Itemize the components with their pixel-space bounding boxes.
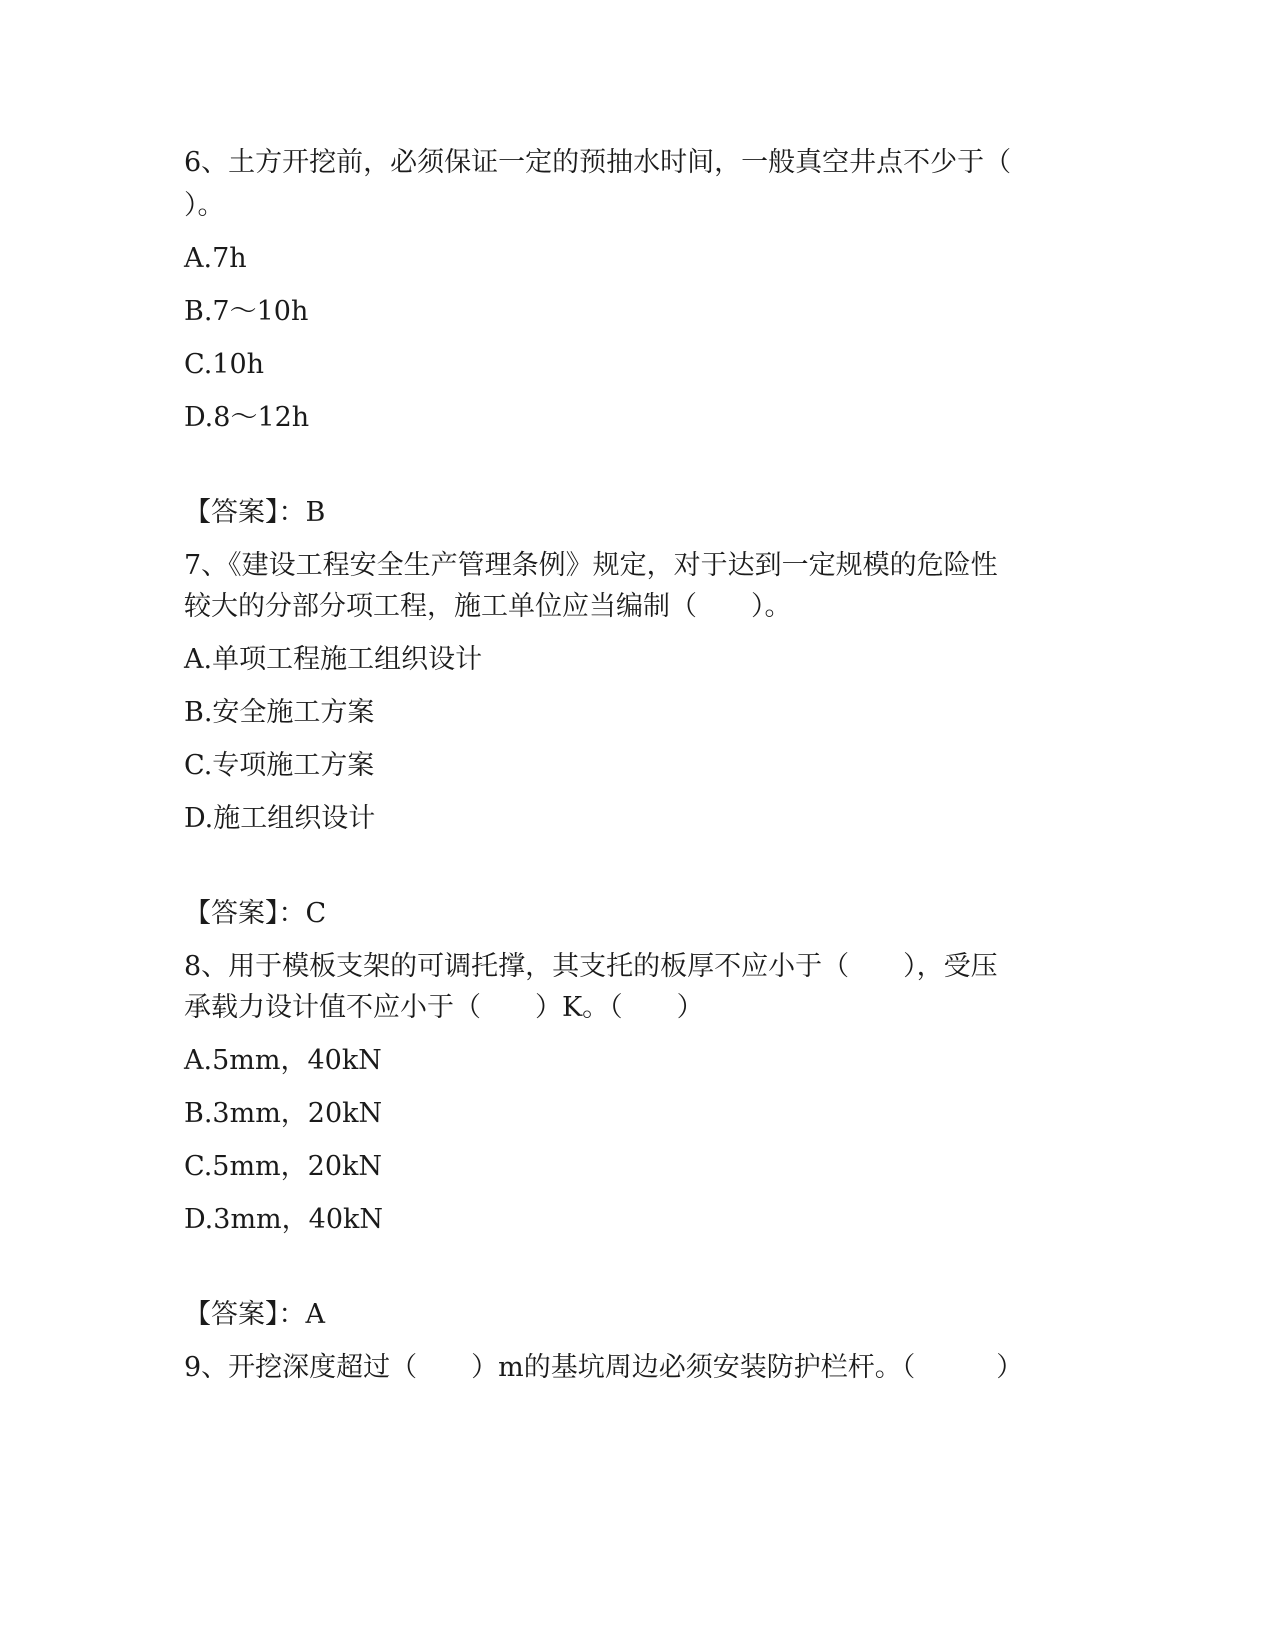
- question-6-stem-line-2: ）。: [184, 190, 225, 221]
- question-8-option-c: C.5mm，20kN: [184, 1151, 383, 1182]
- question-8-stem-line-2: 承载力设计值不应小于（ ）K。（ ）: [184, 992, 704, 1023]
- question-8-answer: 【答案】：A: [184, 1299, 325, 1330]
- question-7-option-c: C.专项施工方案: [184, 750, 375, 781]
- question-7-stem-line-1: 7、《建设工程安全生产管理条例》规定，对于达到一定规模的危险性: [184, 550, 998, 581]
- question-7-stem-line-2: 较大的分部分项工程，施工单位应当编制（ ）。: [184, 591, 792, 622]
- question-6-stem-line-1: 6、土方开挖前，必须保证一定的预抽水时间，一般真空井点不少于（: [184, 147, 1012, 178]
- question-6-option-d: D.8～12h: [184, 402, 310, 433]
- question-8-option-d: D.3mm，40kN: [184, 1204, 383, 1235]
- question-9-stem-line-1: 9、开挖深度超过（ ）m的基坑周边必须安装防护栏杆。（ ）: [184, 1352, 1024, 1383]
- question-6-option-c: C.10h: [184, 349, 265, 380]
- question-7-option-a: A.单项工程施工组织设计: [184, 644, 483, 675]
- question-8-stem-line-1: 8、用于模板支架的可调托撑，其支托的板厚不应小于（ ），受压: [184, 951, 998, 982]
- question-7-option-d: D.施工组织设计: [184, 803, 376, 834]
- question-7-option-b: B.安全施工方案: [184, 697, 375, 728]
- question-6-option-b: B.7～10h: [184, 296, 309, 327]
- question-7-answer: 【答案】：C: [184, 898, 327, 929]
- question-8-option-a: A.5mm，40kN: [184, 1045, 382, 1076]
- question-6-option-a: A.7h: [184, 243, 247, 274]
- question-6-answer: 【答案】：B: [184, 497, 326, 528]
- question-8-option-b: B.3mm，20kN: [184, 1098, 383, 1129]
